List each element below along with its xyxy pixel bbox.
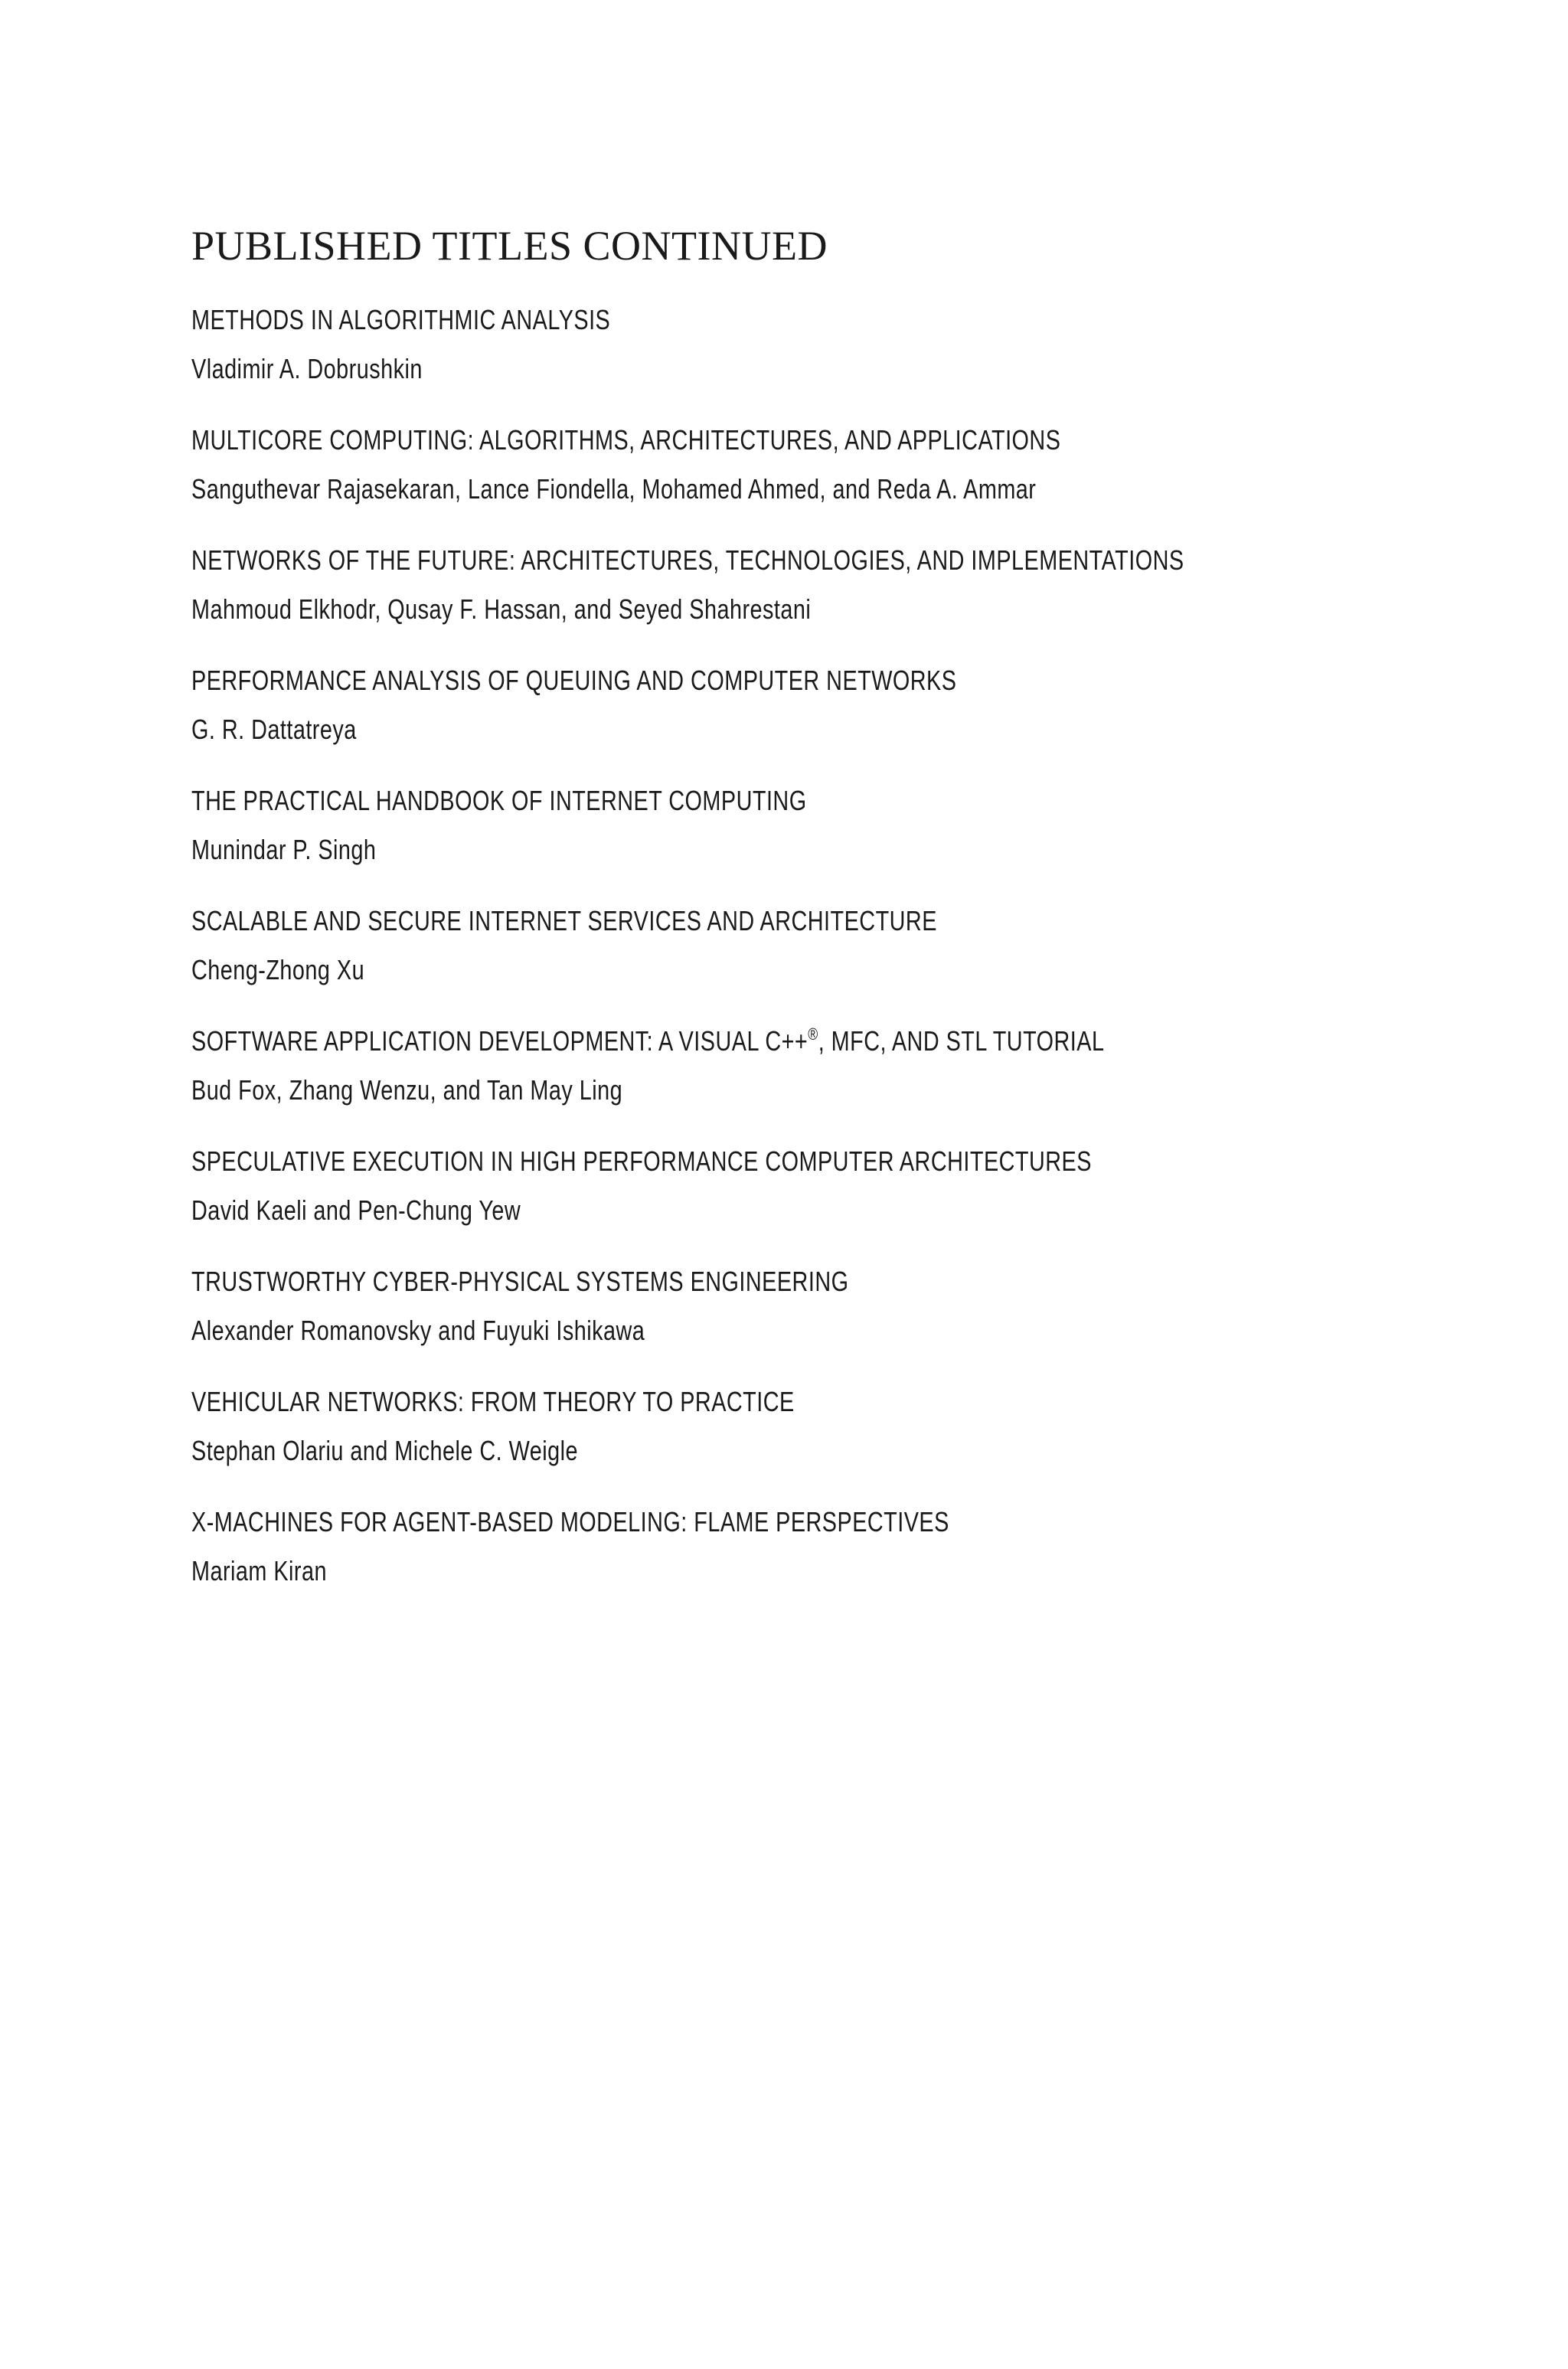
list-item	[191, 1023, 1416, 1143]
book-title: TRUSTWORTHY CYBER-PHYSICAL SYSTEMS ENGINEERING	[191, 1266, 849, 1298]
list-item	[191, 422, 1416, 542]
list-item	[191, 1263, 1416, 1384]
book-title: SPECULATIVE EXECUTION IN HIGH PERFORMANCE COMPUTER ARCHITECTURES	[191, 1145, 1092, 1178]
book-authors: Bud Fox, Zhang Wenzu, and Tan May Ling	[191, 1074, 623, 1106]
book-authors: Vladimir A. Dobrushkin	[191, 353, 423, 385]
book-title: VEHICULAR NETWORKS: FROM THEORY TO PRACTICE	[191, 1386, 795, 1418]
list-item	[191, 542, 1416, 662]
registered-mark: ®	[808, 1024, 818, 1044]
list-item	[191, 783, 1416, 903]
book-title: X-MACHINES FOR AGENT-BASED MODELING: FLAME PERSPECTIVES	[191, 1506, 949, 1538]
page-content	[191, 222, 1416, 1624]
book-authors: Alexander Romanovsky and Fuyuki Ishikawa	[191, 1315, 645, 1347]
book-title: MULTICORE COMPUTING: ALGORITHMS, ARCHITECTURES, AND APPLICATIONS	[191, 424, 1061, 456]
book-title: METHODS IN ALGORITHMIC ANALYSIS	[191, 304, 611, 336]
page-heading: PUBLISHED TITLES CONTINUED	[191, 223, 828, 269]
list-item	[191, 662, 1416, 783]
book-title: THE PRACTICAL HANDBOOK OF INTERNET COMPUTING	[191, 785, 807, 817]
book-authors: Stephan Olariu and Michele C. Weigle	[191, 1435, 579, 1467]
book-authors: Mahmoud Elkhodr, Qusay F. Hassan, and Seyed Shahrestani	[191, 593, 812, 626]
list-item	[191, 903, 1416, 1023]
book-authors: Mariam Kiran	[191, 1555, 327, 1587]
title-list	[191, 302, 1416, 1624]
list-item	[191, 1143, 1416, 1263]
book-title: PERFORMANCE ANALYSIS OF QUEUING AND COMPUTER NETWORKS	[191, 665, 957, 697]
book-authors: Sanguthevar Rajasekaran, Lance Fiondella, Mohamed Ahmed, and Reda A. Ammar	[191, 473, 1037, 505]
book-authors: G. R. Dattatreya	[191, 714, 357, 746]
book-title	[191, 1023, 1171, 1066]
book-authors: Munindar P. Singh	[191, 834, 377, 866]
list-item	[191, 302, 1416, 422]
book-title-part: , MFC, AND STL TUTORIAL	[818, 1025, 1105, 1057]
book-title-part: SOFTWARE APPLICATION DEVELOPMENT: A VISUAL C++	[191, 1025, 808, 1057]
list-item	[191, 1504, 1416, 1624]
book-authors: Cheng-Zhong Xu	[191, 954, 365, 986]
book-authors: David Kaeli and Pen-Chung Yew	[191, 1194, 521, 1227]
book-title: NETWORKS OF THE FUTURE: ARCHITECTURES, TECHNOLOGIES, AND IMPLEMENTATIONS	[191, 544, 1184, 577]
list-item	[191, 1384, 1416, 1504]
book-title: SCALABLE AND SECURE INTERNET SERVICES AND ARCHITECTURE	[191, 905, 937, 937]
